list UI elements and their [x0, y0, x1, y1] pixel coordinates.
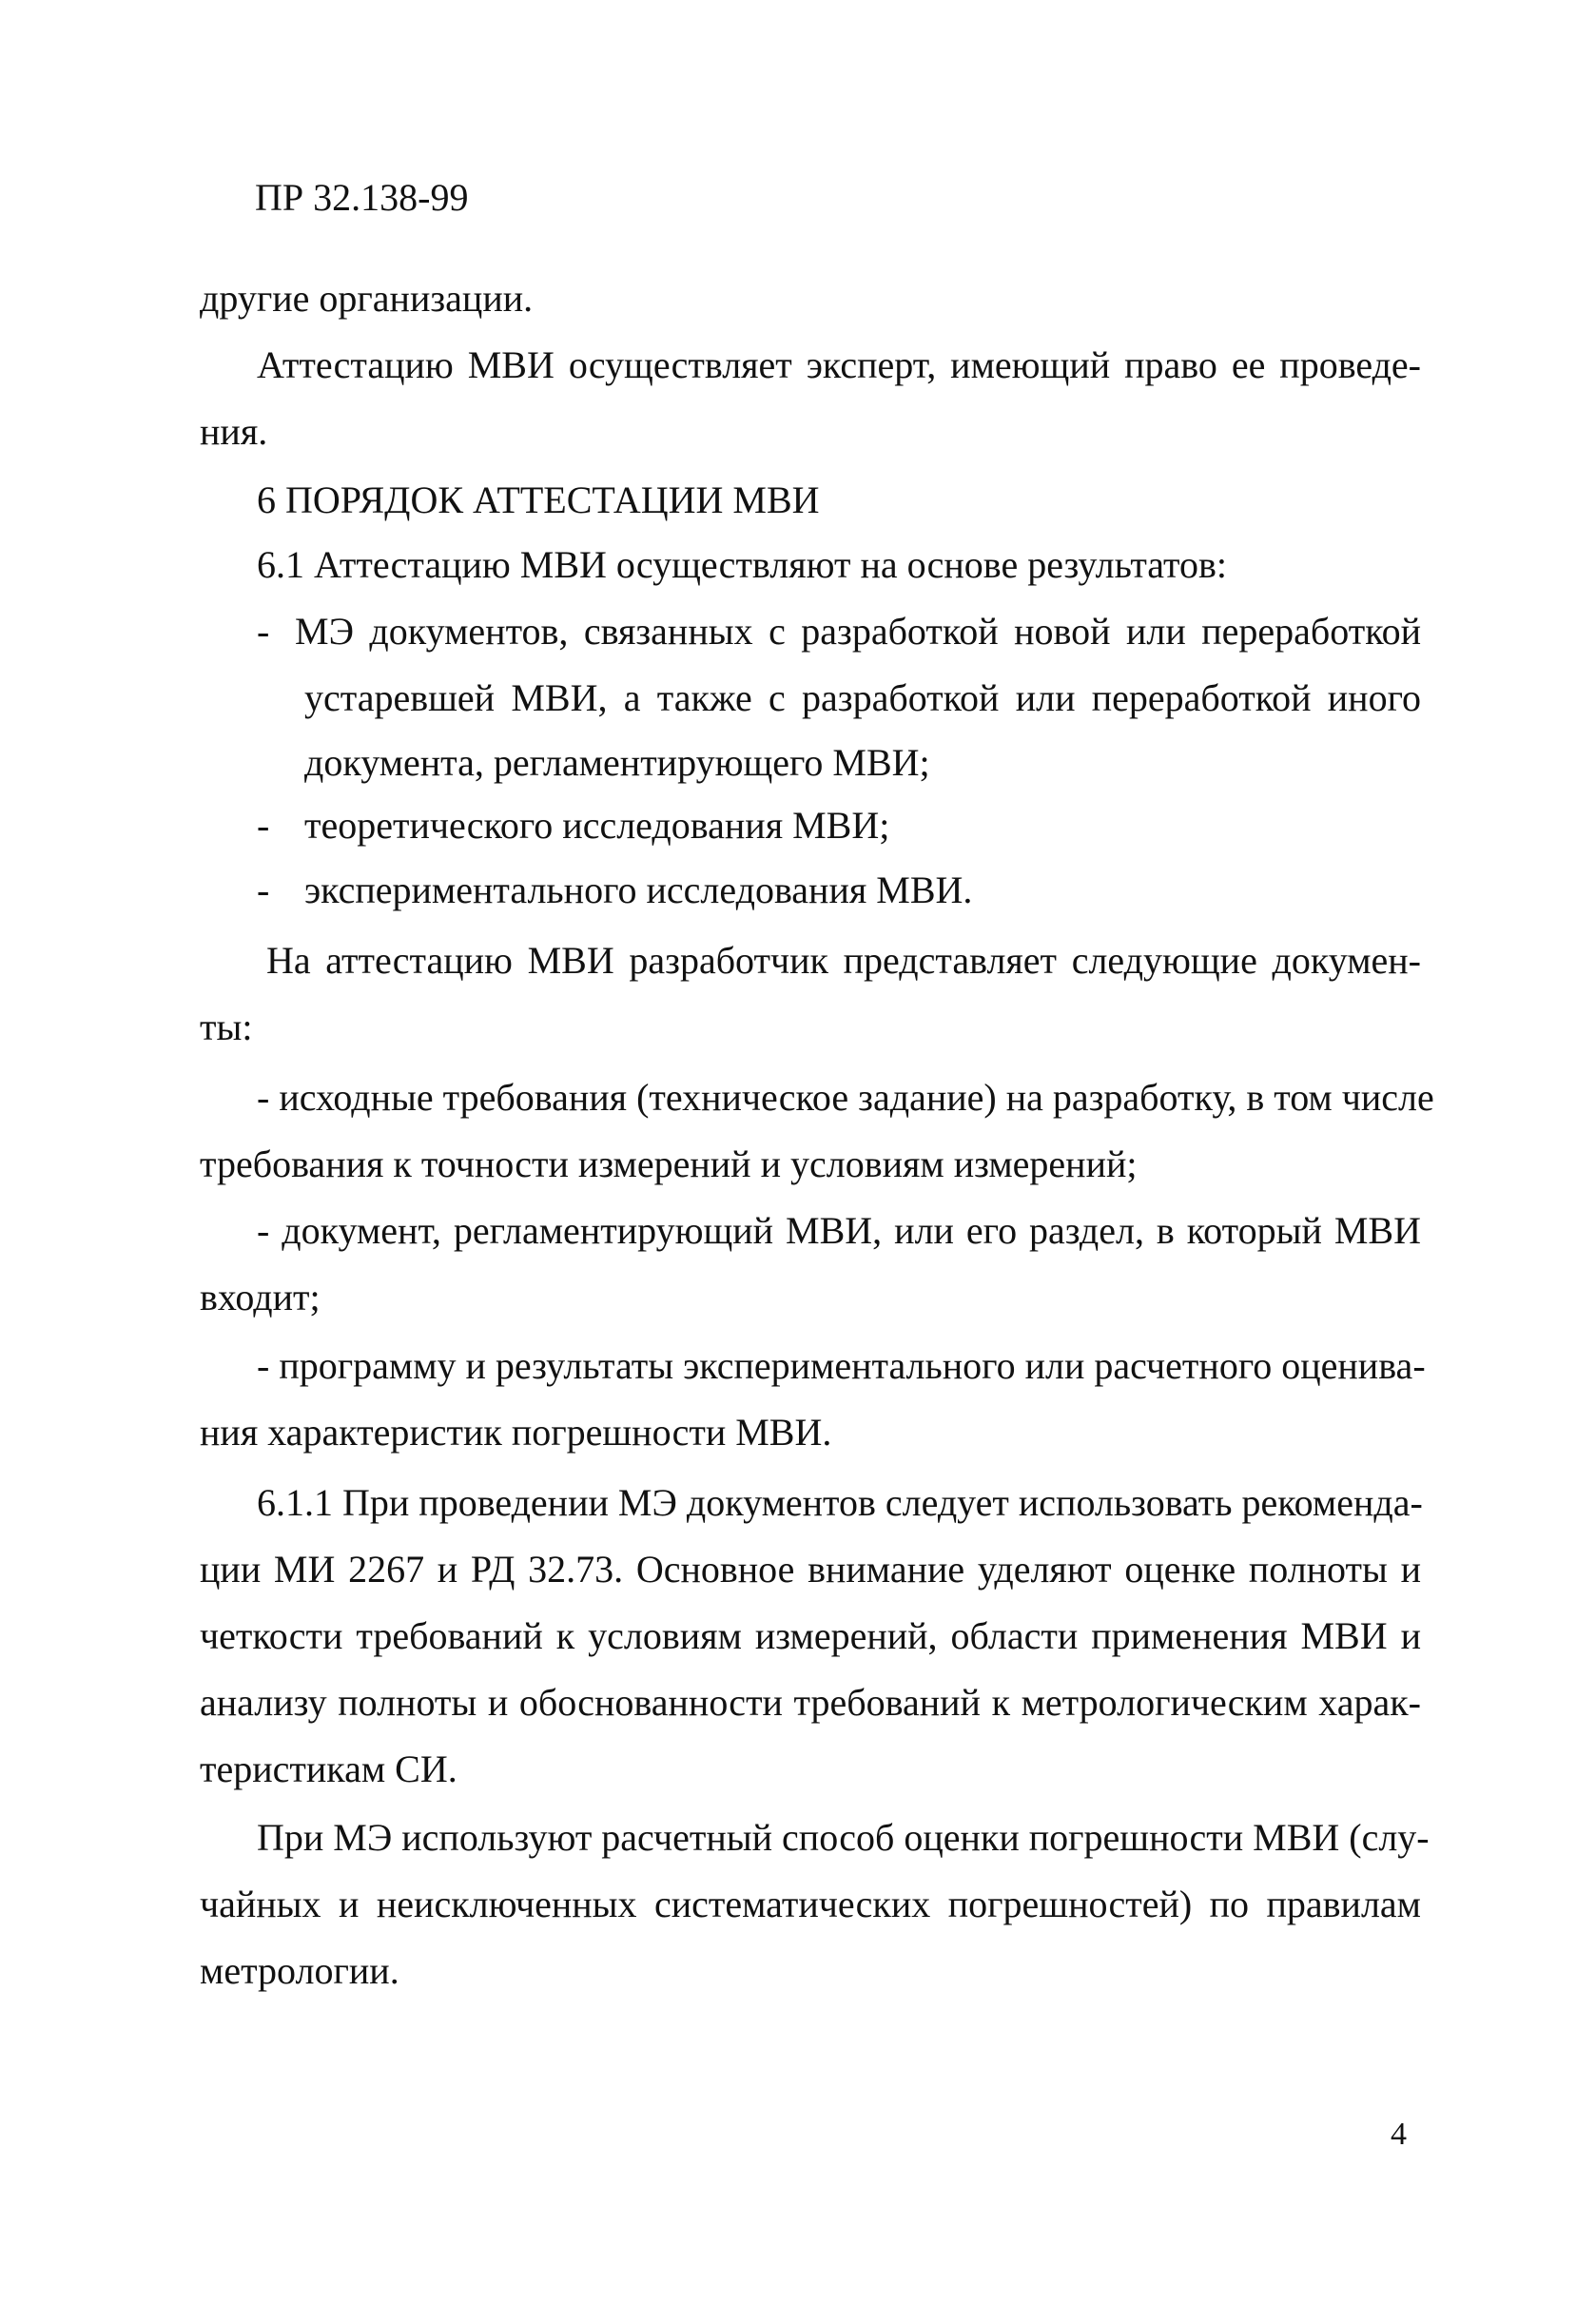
text-line-23: теристикам СИ.	[200, 1748, 457, 1790]
text-line-14: требования к точности измерений и условиям измерений;	[200, 1142, 1138, 1185]
text-line-10: экспериментального исследования МВИ.	[304, 869, 973, 911]
text-line-01: другие организации.	[200, 277, 534, 320]
text-line-20: ции МИ 2267 и РД 32.73. Основное внимание уделяют оценке полноты и	[200, 1548, 1421, 1591]
document-code: ПР 32.138-99	[255, 176, 469, 219]
list-bullet-1: -	[257, 610, 270, 653]
text-line-06: МЭ документов, связанных с разработкой новой или переработкой	[295, 610, 1421, 653]
page-number: 4	[1391, 2117, 1407, 2152]
text-line-24: При МЭ используют расчетный способ оценки погрешности МВИ (слу-	[257, 1816, 1430, 1859]
text-line-12: ты:	[200, 1006, 253, 1048]
list-bullet-3: -	[257, 869, 270, 911]
text-line-21: четкости требований к условиям измерений, области применения МВИ и	[200, 1614, 1421, 1657]
text-line-13: - исходные требования (техническое задание) на разработку, в том числе	[257, 1076, 1434, 1119]
text-line-22: анализу полноты и обоснованности требований к метрологическим харак-	[200, 1681, 1421, 1724]
text-line-03: ния.	[200, 410, 268, 453]
text-line-07: устаревшей МВИ, а также с разработкой или переработкой иного	[304, 676, 1421, 719]
text-line-15: - документ, регламентирующий МВИ, или его раздел, в который МВИ	[257, 1209, 1421, 1252]
text-line-16: входит;	[200, 1276, 321, 1318]
text-line-25: чайных и неисключенных систематических погрешностей) по правилам	[200, 1883, 1421, 1925]
text-line-26: метрологии.	[200, 1949, 399, 1992]
text-line-02: Аттестацию МВИ осуществляет эксперт, имеющий право ее проведе-	[257, 343, 1421, 386]
text-line-09: теоретического исследования МВИ;	[304, 804, 890, 847]
list-bullet-2: -	[257, 804, 270, 847]
text-line-18: ния характеристик погрешности МВИ.	[200, 1411, 832, 1454]
section-heading: 6 ПОРЯДОК АТТЕСТАЦИИ МВИ	[257, 478, 820, 521]
text-line-19: 6.1.1 При проведении МЭ документов следует использовать рекоменда-	[257, 1481, 1423, 1524]
text-line-08: документа, регламентирующего МВИ;	[304, 741, 930, 784]
text-line-05: 6.1 Аттестацию МВИ осуществляют на основе результатов:	[257, 543, 1227, 586]
text-line-11: На аттестацию МВИ разработчик представляет следующие докумен-	[266, 939, 1421, 982]
text-line-17: - программу и результаты экспериментального или расчетного оценива-	[257, 1344, 1426, 1387]
